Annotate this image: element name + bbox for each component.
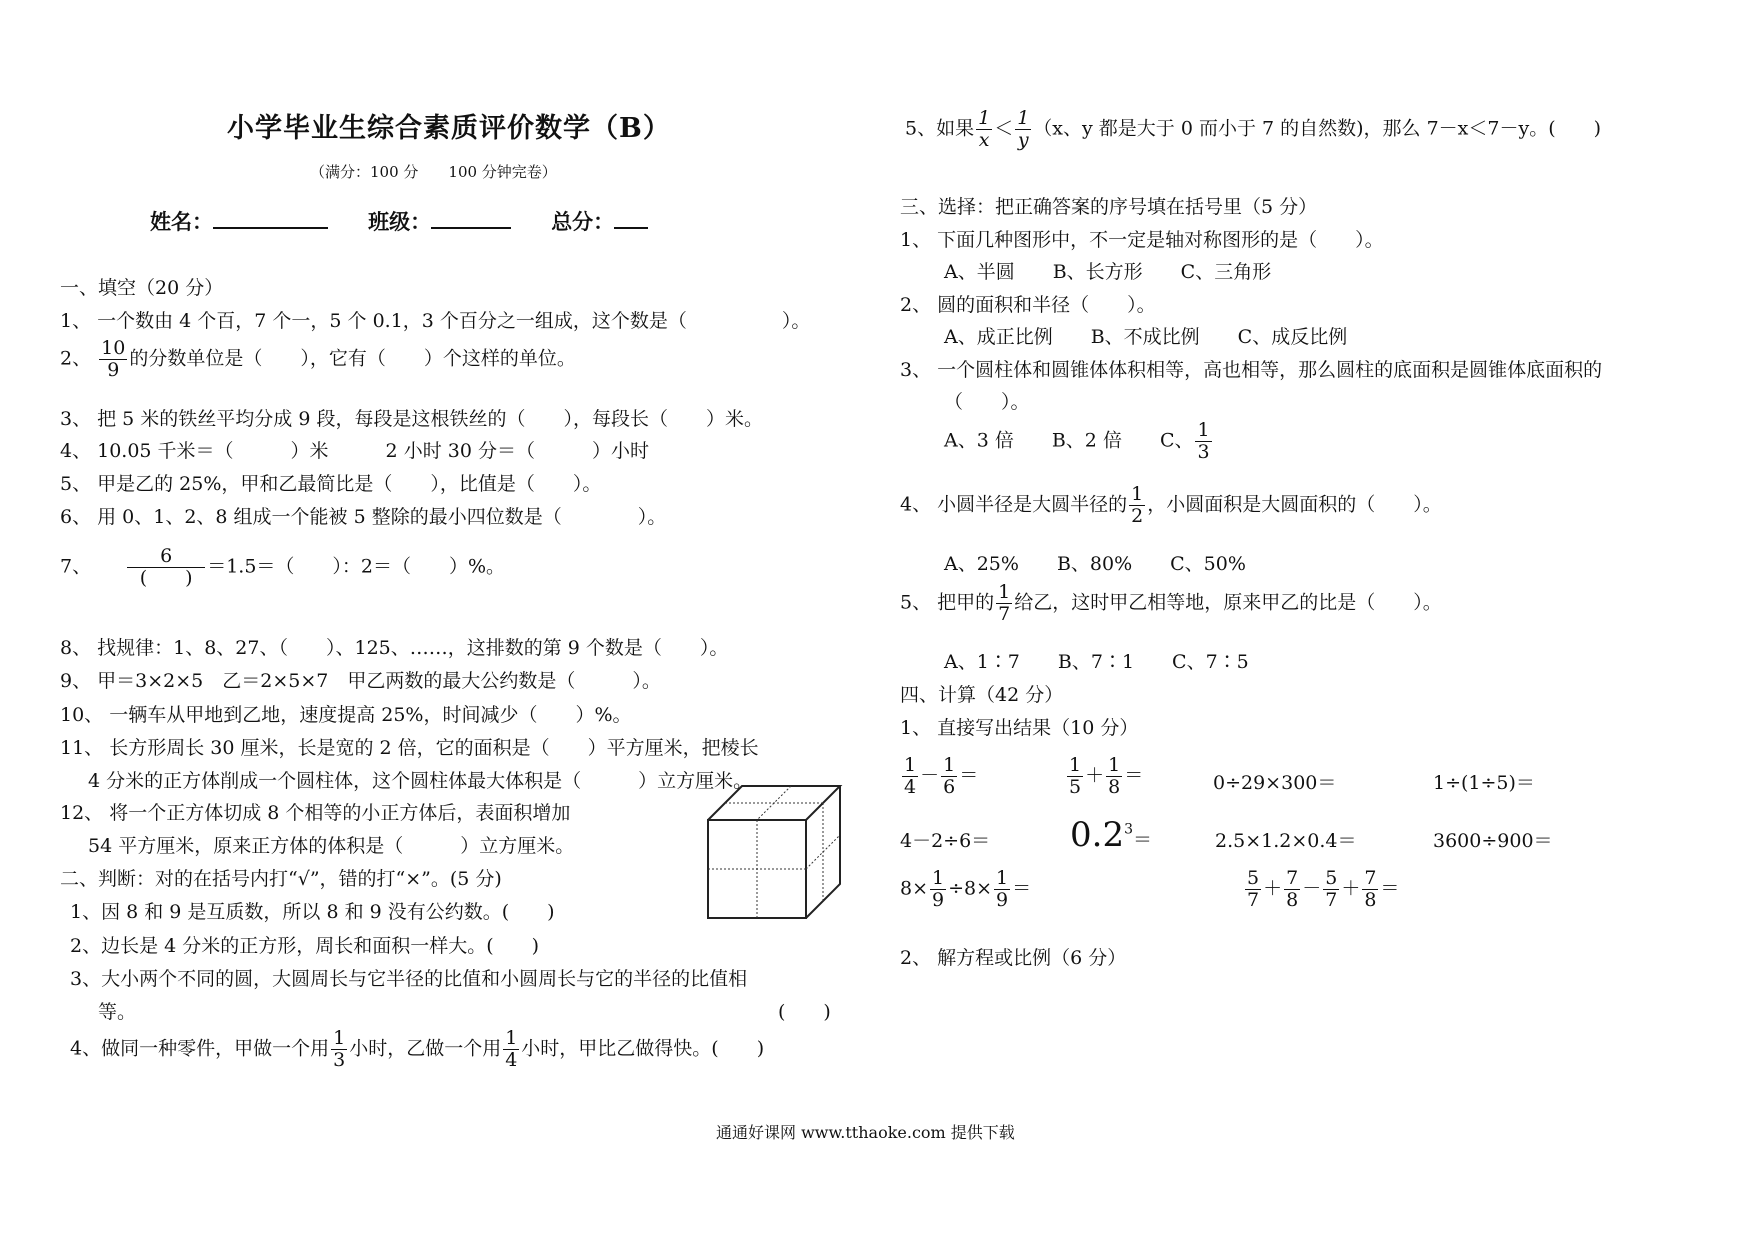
calc-item-5: 4－2÷6＝	[900, 830, 991, 852]
question-text: 4、做同一种零件，甲做一个用	[70, 1037, 330, 1060]
numerator: 6	[127, 546, 205, 568]
choice-question-4-options: A、25% B、80% C、50%	[944, 553, 1246, 575]
denominator: 2	[1131, 504, 1144, 527]
denominator: 7	[998, 602, 1011, 625]
judge-question-4	[70, 1028, 764, 1071]
base: 0.2	[1070, 815, 1125, 855]
numerator: 1	[1017, 107, 1030, 129]
numerator: 1	[1108, 754, 1121, 776]
class-label: 班级：	[368, 209, 432, 234]
choice-question-3-options	[944, 420, 1214, 463]
numerator: 1	[943, 754, 956, 776]
operator: ＋	[1341, 877, 1361, 900]
equals-sign: ＝	[959, 764, 979, 787]
calc-subheading-1: 1、 直接写出结果（10 分）	[900, 717, 1139, 739]
calc-item-2	[1065, 755, 1143, 798]
operator: ＋	[1263, 877, 1283, 900]
question-text: （x、y 都是大于 0 而小于 7 的自然数)，那么 7－x＜7－y。( )	[1033, 117, 1602, 140]
equals-sign: ＝	[1012, 877, 1032, 900]
denominator: 6	[943, 775, 956, 798]
denominator: 8	[1286, 888, 1299, 911]
numerator: 1	[932, 867, 945, 889]
numerator: 1	[996, 867, 1009, 889]
denominator: 8	[1108, 775, 1121, 798]
numerator: 1	[505, 1027, 518, 1049]
fraction-1-x	[976, 108, 992, 151]
question-text: 给乙，这时甲乙相等地，原来甲乙的比是（ ）。	[1014, 591, 1442, 614]
page-title: 小学毕业生综合素质评价数学（B）	[227, 113, 671, 144]
fraction	[994, 868, 1010, 911]
fill-question-2	[60, 338, 576, 381]
fill-question-9: 9、 甲＝3×2×5 乙＝2×5×7 甲乙两数的最大公约数是（ ）。	[60, 670, 661, 692]
fill-question-11-line1: 11、 长方形周长 30 厘米，长是宽的 2 倍，它的面积是（ ）平方厘米，把棱长	[60, 737, 759, 759]
judge-question-3-line2: 等。	[98, 1001, 137, 1023]
choice-question-5-options: A、1∶7 B、7∶1 C、7∶5	[944, 651, 1249, 673]
numerator: 1	[1069, 754, 1082, 776]
fraction	[902, 755, 918, 798]
fill-question-12-line1: 12、 将一个正方体切成 8 个相等的小正方体后，表面积增加	[60, 802, 571, 824]
denominator: y	[1017, 128, 1029, 151]
fill-question-10: 10、 一辆车从甲地到乙地，速度提高 25%，时间减少（ ）%。	[60, 704, 632, 726]
fill-question-12-line2: 54 平方厘米，原来正方体的体积是（ ）立方厘米。	[88, 835, 575, 857]
fraction	[1284, 868, 1300, 911]
fill-question-4: 4、 10.05 千米＝（ ）米 2 小时 30 分＝（ ）小时	[60, 440, 649, 462]
name-label: 姓名：	[150, 209, 213, 234]
numerator: 5	[1325, 867, 1338, 889]
fraction	[930, 868, 946, 911]
numerator: 1	[904, 754, 917, 776]
cube-figure	[700, 780, 850, 922]
footer-credit: 通通好课网 www.tthaoke.com 提供下载	[716, 1123, 1015, 1142]
question-number: 2、	[60, 347, 92, 370]
question-text: 4、 小圆半径是大圆半径的	[900, 493, 1128, 516]
fraction-1-y	[1015, 108, 1031, 151]
fill-question-5: 5、 甲是乙的 25%，甲和乙最简比是（ ），比值是（ ）。	[60, 473, 602, 495]
fraction	[1245, 868, 1261, 911]
fill-question-6: 6、 用 0、1、2、8 组成一个能被 5 整除的最小四位数是（ ）。	[60, 506, 667, 528]
score-label: 总分：	[551, 209, 615, 234]
fraction-1-3	[1195, 420, 1211, 463]
section-1-heading: 一、填空（20 分）	[60, 277, 224, 299]
header-fields	[150, 206, 648, 236]
fraction	[1067, 755, 1083, 798]
fill-question-1: 1、 一个数由 4 个百，7 个一，5 个 0.1，3 个百分之一组成，这个数是（ ）。	[60, 310, 811, 332]
question-text: ＝1.5＝（ ）：2＝（ ）%。	[207, 555, 506, 578]
choice-question-2-options: A、成正比例 B、不成比例 C、成反比例	[944, 326, 1348, 348]
calc-subheading-2: 2、 解方程或比例（6 分）	[900, 947, 1127, 969]
choice-question-1-options: A、半圆 B、长方形 C、三角形	[944, 261, 1272, 283]
choice-question-5	[900, 582, 1442, 625]
expression-text: 8×	[900, 877, 929, 900]
equals-sign: ＝	[1124, 764, 1144, 787]
calc-item-1	[900, 755, 978, 798]
options-text: A、3 倍 B、2 倍 C、	[944, 429, 1194, 452]
denominator: 9	[107, 358, 120, 381]
fraction-10-9	[99, 338, 127, 381]
denominator: x	[978, 128, 990, 151]
fraction	[941, 755, 957, 798]
operator: ＋	[1085, 764, 1105, 787]
fill-question-7	[60, 546, 505, 589]
judge-question-5	[905, 108, 1601, 151]
choice-question-2: 2、 圆的面积和半径（ ）。	[900, 294, 1156, 316]
question-number: 7、	[60, 555, 92, 578]
numerator: 1	[1131, 483, 1144, 505]
fill-question-11-line2: 4 分米的正方体削成一个圆柱体，这个圆柱体最大体积是（ ）立方厘米。	[88, 770, 753, 792]
numerator: 5	[1247, 867, 1260, 889]
numerator: 1	[1197, 419, 1210, 441]
judge-question-3-line1: 3、大小两个不同的圆，大圆周长与它半径的比值和小圆周长与它的半径的比值相	[70, 968, 748, 990]
choice-question-3-line1: 3、 一个圆柱体和圆锥体体积相等，高也相等，那么圆柱的底面积是圆锥体底面积的	[900, 359, 1603, 381]
denominator: 4	[505, 1048, 518, 1071]
operator: －	[1302, 877, 1322, 900]
denominator: 3	[333, 1048, 346, 1071]
less-than-sign: ＜	[994, 117, 1014, 140]
choice-question-4	[900, 484, 1442, 527]
calc-item-4: 1÷(1÷5)＝	[1433, 772, 1535, 794]
equals-sign: ＝	[1380, 877, 1400, 900]
calc-item-9	[900, 868, 1031, 911]
question-text: 的分数单位是（ ），它有（ ）个这样的单位。	[129, 347, 576, 370]
calc-item-10	[1243, 868, 1399, 911]
fraction-1-4	[503, 1028, 519, 1071]
class-field[interactable]	[431, 207, 511, 229]
denominator: ( )	[139, 566, 193, 589]
score-field[interactable]	[614, 207, 648, 229]
denominator: 8	[1364, 888, 1377, 911]
fraction	[1106, 755, 1122, 798]
choice-question-1: 1、 下面几种图形中，不一定是轴对称图形的是（ ）。	[900, 229, 1384, 251]
fraction-1-2	[1129, 484, 1145, 527]
section-3-heading: 三、选择：把正确答案的序号填在括号里（5 分）	[900, 196, 1318, 218]
question-text: ，小圆面积是大圆面积的（ ）。	[1147, 493, 1442, 516]
denominator: 3	[1197, 440, 1210, 463]
judge-question-3-bracket: ( )	[778, 1001, 831, 1023]
denominator: 7	[1325, 888, 1338, 911]
question-text: 5、 把甲的	[900, 591, 995, 614]
calc-item-3: 0÷29×300＝	[1213, 772, 1337, 794]
numerator: 1	[978, 107, 991, 129]
numerator: 10	[101, 337, 126, 359]
fill-question-3: 3、 把 5 米的铁丝平均分成 9 段，每段是这根铁丝的（ ），每段长（ ）米。	[60, 408, 763, 430]
fraction	[1362, 868, 1378, 911]
exponent: 3	[1124, 821, 1133, 838]
fraction-6-blank	[127, 546, 205, 589]
question-text: 小时，乙做一个用	[349, 1037, 502, 1060]
numerator: 1	[998, 581, 1011, 603]
operator: －	[920, 764, 940, 787]
choice-question-3-line2: （ ）。	[944, 391, 1030, 413]
denominator: 9	[932, 888, 945, 911]
fraction-1-7	[996, 582, 1012, 625]
denominator: 7	[1247, 888, 1260, 911]
calc-item-6	[1070, 815, 1152, 855]
judge-question-2: 2、边长是 4 分米的正方形，周长和面积一样大。( )	[70, 935, 540, 957]
calc-item-8: 3600÷900＝	[1433, 830, 1553, 852]
name-field[interactable]	[213, 207, 328, 229]
section-4-heading: 四、计算（42 分）	[900, 684, 1064, 706]
denominator: 4	[904, 775, 917, 798]
calc-item-7: 2.5×1.2×0.4＝	[1215, 830, 1357, 852]
numerator: 7	[1364, 867, 1377, 889]
exam-subtitle: （满分：100 分 100 分钟完卷）	[310, 163, 557, 181]
fill-question-8: 8、 找规律：1、8、27、（ ）、125、……，这排数的第 9 个数是（ ）。	[60, 637, 729, 659]
denominator: 9	[996, 888, 1009, 911]
fraction	[1323, 868, 1339, 911]
power-expression	[1070, 815, 1133, 855]
question-text: 5、如果	[905, 117, 975, 140]
expression-text: ÷8×	[948, 877, 993, 900]
section-2-heading: 二、判断：对的在括号内打“√”，错的打“×”。(5 分)	[60, 868, 502, 890]
equals-sign: ＝	[1133, 829, 1153, 851]
fraction-1-3	[331, 1028, 347, 1071]
denominator: 5	[1069, 775, 1082, 798]
question-text: 小时，甲比乙做得快。( )	[521, 1037, 765, 1060]
numerator: 7	[1286, 867, 1299, 889]
numerator: 1	[333, 1027, 346, 1049]
judge-question-1: 1、因 8 和 9 是互质数，所以 8 和 9 没有公约数。( )	[70, 901, 555, 923]
